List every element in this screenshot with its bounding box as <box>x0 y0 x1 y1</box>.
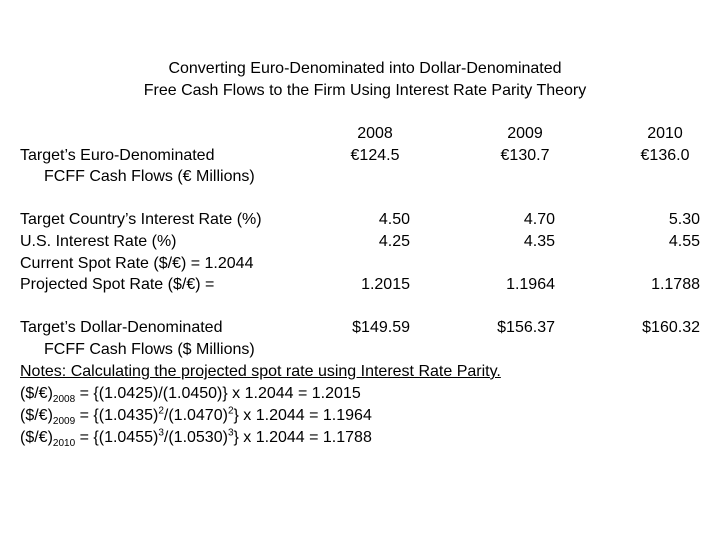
formula-2009 <box>20 405 372 426</box>
year-header-2010: 2010 <box>647 125 683 142</box>
formula-prefix: ($/€) <box>20 429 53 446</box>
euro-fcff-value-2009: €130.7 <box>500 147 550 164</box>
page-title-line-1: Converting Euro-Denominated into Dollar-Denominated <box>168 60 562 77</box>
target-interest-rate-label: Target Country’s Interest Rate (%) <box>20 211 262 228</box>
projected-spot-2009: 1.1964 <box>506 276 555 293</box>
projected-spot-rate-label: Projected Spot Rate ($/€) = <box>20 276 215 293</box>
dollar-fcff-value-2009: $156.37 <box>497 319 555 336</box>
page-title-line-2: Free Cash Flows to the Firm Using Interest Rate Parity Theory <box>143 82 587 99</box>
formula-exponent: 2 <box>227 405 234 417</box>
projected-spot-2008: 1.2015 <box>361 276 410 293</box>
euro-fcff-label-line-2: FCFF Cash Flows (€ Millions) <box>44 168 255 185</box>
formula-body-part-2: /(1.0530) <box>163 429 228 446</box>
formula-year-subscript: 2008 <box>52 394 76 406</box>
formula-exponent: 3 <box>158 427 164 439</box>
dollar-fcff-label-line-2: FCFF Cash Flows ($ Millions) <box>44 341 255 358</box>
euro-fcff-label-line-1: Target’s Euro-Denominated <box>20 147 215 164</box>
formula-exponent: 3 <box>227 427 234 439</box>
target-rate-2008: 4.50 <box>378 211 410 228</box>
formula-body-part-3: } x 1.2044 = 1.1788 <box>233 429 372 446</box>
notes-title: Notes: Calculating the projected spot rate using Interest Rate Parity. <box>20 363 501 380</box>
formula-2008 <box>20 383 361 404</box>
year-header-2009: 2009 <box>507 125 543 142</box>
projected-spot-2010: 1.1788 <box>651 276 700 293</box>
formula-year-subscript: 2010 <box>52 438 76 450</box>
us-rate-2009: 4.35 <box>523 233 555 250</box>
formula-prefix: ($/€) <box>20 385 53 402</box>
formula-body-part-1: = {(1.0455) <box>75 429 159 446</box>
formula-year-subscript: 2009 <box>52 416 76 428</box>
current-spot-rate-label: Current Spot Rate ($/€) = 1.2044 <box>20 255 254 272</box>
euro-fcff-value-2008: €124.5 <box>350 147 400 164</box>
target-rate-2010: 5.30 <box>668 211 700 228</box>
formula-prefix: ($/€) <box>20 407 53 424</box>
us-interest-rate-label: U.S. Interest Rate (%) <box>20 233 177 250</box>
dollar-fcff-value-2010: $160.32 <box>642 319 700 336</box>
formula-body-part-1: = {(1.0435) <box>75 407 159 424</box>
us-rate-2010: 4.55 <box>668 233 700 250</box>
us-rate-2008: 4.25 <box>378 233 410 250</box>
formula-body-part-3: } x 1.2044 = 1.1964 <box>233 407 372 424</box>
euro-fcff-value-2010: €136.0 <box>640 147 690 164</box>
formula-2010 <box>20 427 372 448</box>
formula-body-part-2: /(1.0470) <box>163 407 228 424</box>
dollar-fcff-label-line-1: Target’s Dollar-Denominated <box>20 319 223 336</box>
target-rate-2009: 4.70 <box>523 211 555 228</box>
year-header-2008: 2008 <box>357 125 393 142</box>
formula-exponent: 2 <box>158 405 164 417</box>
formula-body: = {(1.0425)/(1.0450)} x 1.2044 = 1.2015 <box>75 385 361 402</box>
dollar-fcff-value-2008: $149.59 <box>352 319 410 336</box>
